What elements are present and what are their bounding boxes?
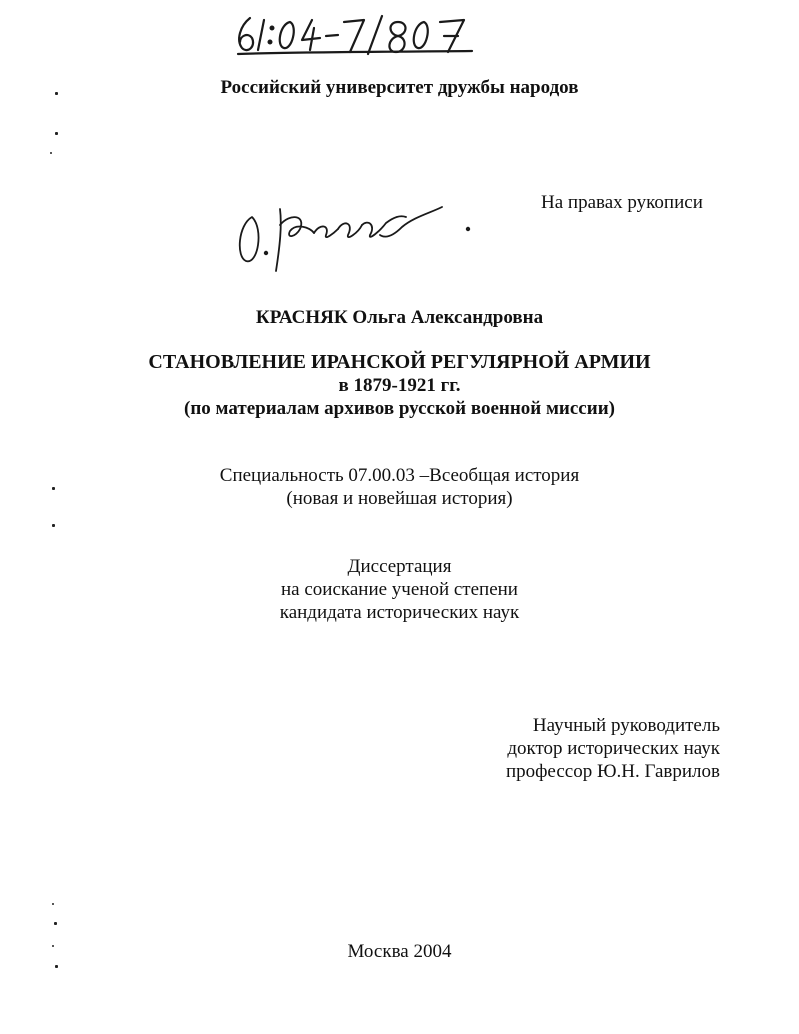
specialty-line-2: (новая и новейшая история)	[286, 488, 513, 509]
place-year: Москва 2004	[347, 941, 452, 962]
dissertation-title-line-1: СТАНОВЛЕНИЕ ИРАНСКОЙ РЕГУЛЯРНОЙ АРМИИ	[148, 351, 651, 373]
degree-purpose: на соискание ученой степени	[281, 579, 518, 600]
dissertation-title-line-2: в 1879-1921 гг.	[338, 375, 461, 396]
scan-speck	[55, 965, 58, 968]
author-name: КРАСНЯК Ольга Александровна	[255, 307, 544, 328]
scan-speck	[52, 524, 55, 527]
supervisor-name: профессор Ю.Н. Гаврилов	[505, 761, 720, 782]
scan-speck	[50, 152, 52, 154]
signature-drawing	[230, 195, 480, 275]
supervisor-label: Научный руководитель	[532, 715, 720, 736]
dissertation-title-line-3: (по материалам архивов русской военной миссии)	[184, 398, 615, 419]
supervisor-degree: доктор исторических наук	[507, 738, 720, 759]
specialty-line-1: Специальность 07.00.03 –Всеобщая история	[219, 465, 580, 486]
scan-speck	[52, 903, 54, 905]
degree-name: кандидата исторических наук	[279, 602, 520, 623]
archive-number-handwritten	[232, 8, 482, 58]
author-signature	[230, 195, 480, 275]
university-name: Российский университет дружбы народов	[220, 77, 579, 98]
archive-number-drawing	[232, 8, 482, 58]
scan-speck	[55, 132, 58, 135]
scan-speck	[54, 922, 57, 925]
manuscript-rights-label: На правах рукописи	[541, 192, 703, 213]
dissertation-label: Диссертация	[347, 556, 452, 577]
